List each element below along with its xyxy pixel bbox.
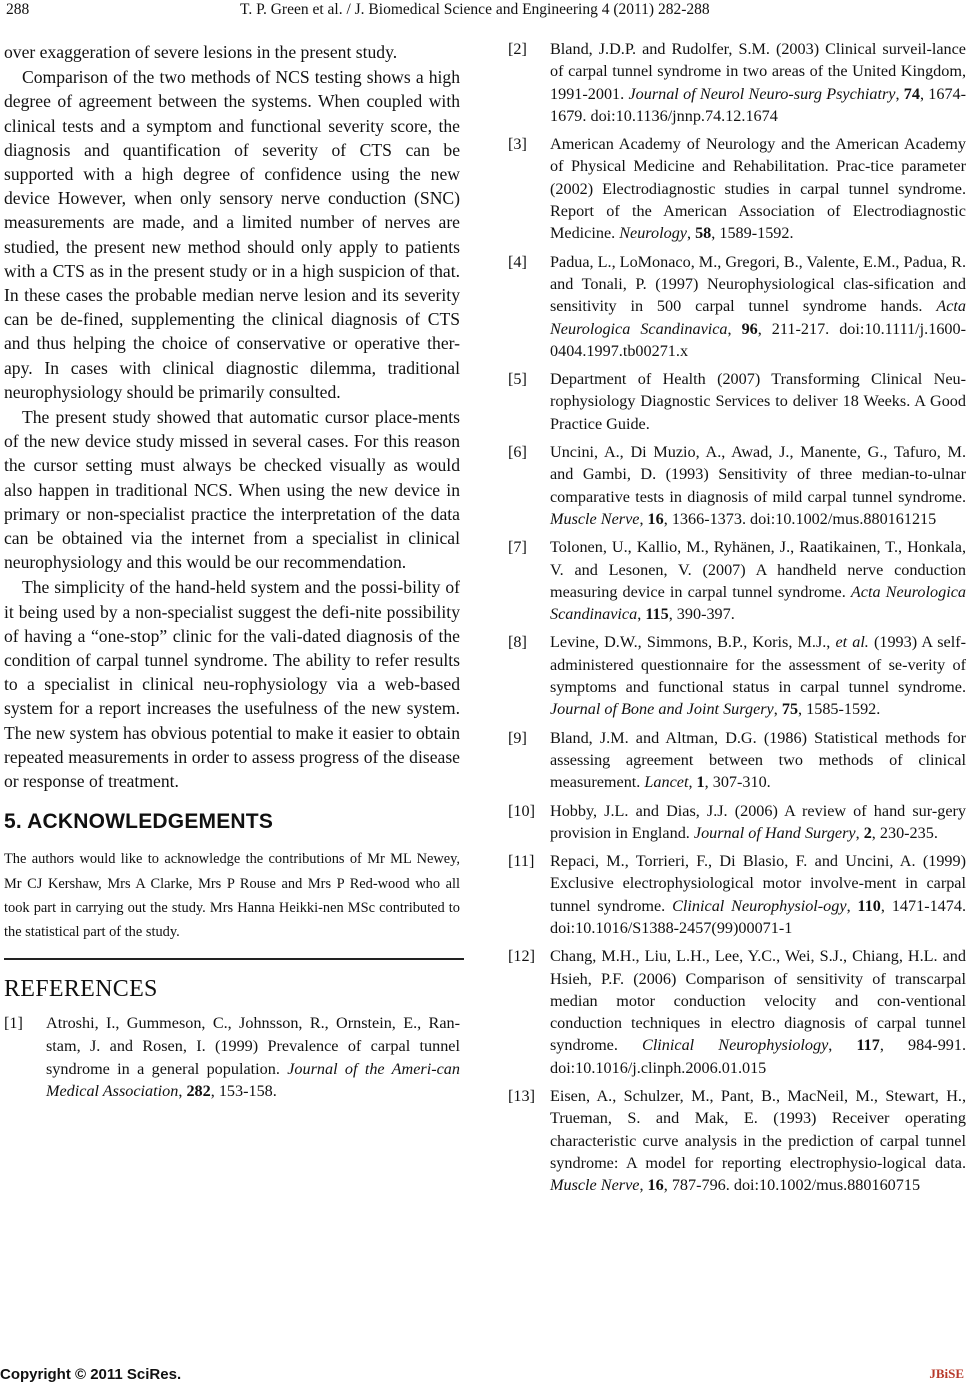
section-divider <box>4 958 464 960</box>
reference-entry <box>508 1085 966 1196</box>
reference-number: [11] <box>508 852 535 871</box>
reference-text: Department of Health (2007) Transforming Clinical Neu-rophysiology Diagnostic Services to deliver 18 Weeks. A Good Practice Guide. <box>550 370 966 433</box>
reference-separator: , <box>855 823 864 842</box>
reference-text: Uncini, A., Di Muzio, A., Awad, J., Manente, G., Tafuro, M. and Gambi, D. (1993) Sensitivity of three median-to-ulnar comparative tests in diagnosis of mild carpal tunnel syndrome. <box>550 443 966 506</box>
reference-text: Bland, J.D.P. and Rudolfer, S.M. (2003) Clinical surveil-lance of carpal tunnel syndrome in two areas of the United Kingdom, 1991-2001. <box>550 40 966 103</box>
page-footer <box>0 1366 968 1386</box>
running-title: T. P. Green et al. / J. Biomedical Science and Engineering 4 (2011) 282-288 <box>240 1 710 18</box>
reference-volume: 16 <box>647 509 664 528</box>
reference-separator: , <box>727 319 742 338</box>
reference-entry <box>508 631 966 720</box>
reference-entry <box>508 850 966 939</box>
reference-number: [9] <box>508 728 527 747</box>
reference-separator: , <box>688 773 697 792</box>
reference-journal: Muscle Nerve <box>550 1176 640 1195</box>
reference-text: Eisen, A., Schulzer, M., Pant, B., MacNeil, M., Stewart, H., Trueman, S. and Mak, E. (1993) Receiver operating characteristic curve analysis in the prediction of carpal tunnel syndrome: A model for reporting electrophysio-logical data. <box>550 1087 966 1172</box>
acknowledgements-heading: 5. ACKNOWLEDGEMENTS <box>4 810 274 834</box>
right-column <box>508 38 966 1203</box>
reference-entry <box>508 800 966 845</box>
reference-pages: , 1471-1474. doi:10.1016/S1388-2457(99)00071-1 <box>550 896 967 937</box>
references-list-left <box>4 1012 460 1102</box>
body-paragraph: over exaggeration of severe lesions in the present study. <box>4 42 398 62</box>
acknowledgements-text: The authors would like to acknowledge the contributions of Mr ML Newey, Mr CJ Kershaw, Mrs A Clarke, Mrs P Rouse and Mrs P Red-wood who all took part in carrying out the study. Mrs Hanna Heikki-nen MSc contributed to the statistical part of the study. <box>4 851 460 941</box>
reference-text: Hobby, J.L. and Dias, J.J. (2006) A review of hand sur-gery provision in England. <box>550 801 966 842</box>
reference-number: [8] <box>508 633 527 652</box>
reference-number: [5] <box>508 370 527 389</box>
reference-separator: , <box>178 1082 187 1101</box>
reference-text: Tolonen, U., Kallio, M., Ryhänen, J., Raatikainen, T., Honkala, V. and Lesonen, V. (2007) A handheld nerve conduction measuring device in carpal tunnel syndrome. <box>550 538 966 601</box>
reference-pages: , 230-235. <box>871 823 938 842</box>
reference-entry <box>508 368 966 435</box>
references-heading: REFERENCES <box>4 976 158 1003</box>
reference-pages: , 787-796. doi:10.1002/mus.880160715 <box>663 1176 921 1195</box>
reference-entry <box>508 133 966 244</box>
reference-text: Atroshi, I., Gummeson, C., Johnsson, R., Ornstein, E., Ran-stam, J. and Rosen, I. (1999) Prevalence of carpal tunnel syndrome in a general population. <box>46 1014 460 1078</box>
reference-separator: , <box>686 224 696 243</box>
page-number: 288 <box>6 1 30 18</box>
reference-entry <box>508 441 966 530</box>
body-paragraph: The present study showed that automatic cursor place-ments of the new device study missed in several cases. For this reason the cursor setting must always be checked visually as would also happen in traditional NCS. When using the new device in primary or non-specialist practice the interpretation of the data can be obtained via the internet from a specialist in clinical neurophysiology and this would be our recommendation. <box>4 407 460 573</box>
reference-pages: , 1366-1373. doi:10.1002/mus.880161215 <box>663 509 937 528</box>
reference-journal: Muscle Nerve <box>550 509 640 528</box>
reference-text: Levine, D.W., Simmons, B.P., Koris, M.J., <box>550 633 836 652</box>
reference-volume: 2 <box>863 823 872 842</box>
reference-pages: , 153-158. <box>210 1082 277 1101</box>
reference-number: [1] <box>4 1014 23 1033</box>
reference-number: [4] <box>508 252 527 271</box>
reference-volume: 110 <box>857 896 881 915</box>
page-header <box>0 0 968 22</box>
reference-pages: , 1589-1592. <box>711 224 794 243</box>
reference-number: [2] <box>508 40 527 58</box>
reference-text: American Academy of Neurology and the American Academy of Physical Medicine and Rehabilitation. Prac-tice parameter (2002) Electrodiagnostic studies in carpal tunnel syndrome. Report of the American Association of Electrodiagnostic Medicine. <box>550 135 966 243</box>
reference-volume: 74 <box>903 84 920 103</box>
reference-volume: 282 <box>186 1082 211 1101</box>
reference-separator: , <box>639 509 648 528</box>
reference-entry <box>508 38 966 127</box>
reference-pages: , 211-217. doi:10.1111/j.1600-0404.1997.tb00271.x <box>550 319 966 360</box>
journal-abbreviation: JBiSE <box>929 1366 964 1381</box>
reference-journal: Journal of Bone and Joint Surgery <box>550 700 774 719</box>
reference-pages: , 1585-1592. <box>798 700 881 719</box>
reference-journal: Clinical Neurophysiol-ogy <box>672 896 847 915</box>
reference-volume: 58 <box>695 224 712 243</box>
copyright-notice: Copyright © 2011 SciRes. <box>0 1366 182 1383</box>
references-list-right <box>508 38 966 1197</box>
reference-volume: 16 <box>647 1176 664 1195</box>
reference-separator: , <box>637 605 646 624</box>
reference-journal: Journal of Hand Surgery <box>693 823 856 842</box>
reference-separator: , <box>895 84 904 103</box>
body-paragraph: The simplicity of the hand-held system and the possi-bility of it being used by a non-specialist suggest the defi-nite possibility of having a “one-stop” clinic for the vali-dated diagnosis of the condition of carpal tunnel syndrome. The ability to refer results to a specialist in clinical neu-rophysiology via a web-based system for a report increases the usefulness of the new system. The new system has obvious potential to make it easier to obtain repeated measurements in order to assess progress of the disease or response of treatment. <box>4 577 460 792</box>
reference-volume: 75 <box>781 700 799 719</box>
reference-journal: et al. <box>835 633 869 652</box>
reference-number: [12] <box>508 947 535 966</box>
reference-journal: Journal of Neurol Neuro-surg Psychiatry <box>628 84 896 103</box>
reference-text: Repaci, M., Torrieri, F., Di Blasio, F. and Uncini, A. (1999) Exclusive electrophysiological motor involve-ment in carpal tunnel syndrome. <box>550 852 966 915</box>
reference-number: [7] <box>508 538 527 557</box>
reference-entry <box>508 945 966 1079</box>
reference-text: Bland, J.M. and Altman, D.G. (1986) Statistical methods for assessing agreement between two methods of clinical measurement. <box>550 728 966 792</box>
reference-entry <box>508 536 966 625</box>
reference-separator: , <box>773 700 782 719</box>
reference-number: [13] <box>508 1087 535 1106</box>
reference-number: [6] <box>508 443 527 462</box>
reference-entry <box>4 1012 460 1102</box>
reference-number: [10] <box>508 801 535 820</box>
body-paragraph: Comparison of the two methods of NCS testing shows a high degree of agreement between the systems. When coupled with clinical tests and a symptom and functional severity score, the diagnosis and quantification of severity of CTS can be supported with a high degree of confidence using the new device However, when only sensory nerve conduction (SNC) measurements are made, and a limited number of nerves are studied, the present new method should only apply to patients with a CTS as in the present study or in a high suspicion of that. In these cases the probable median nerve lesion and its severity can be de-fined, supplementing the clinical diagnosis of CTS and thus helping the choice of conservative or operative ther-apy. In cases with clinical diagnostic dilemma, traditional neurophysiology should be primarily consulted. <box>4 67 460 402</box>
reference-pages: , 307-310. <box>704 773 771 792</box>
reference-journal: Neurology <box>619 224 687 243</box>
reference-text: Chang, M.H., Liu, L.H., Lee, Y.C., Wei, S.J., Chiang, H.L. and Hsieh, P.F. (2006) Comparison of sensitivity of transcarpal median motor conduction velocity and con-ventional conduction techniques in electro diagnosis of carpal tunnel syndrome. <box>550 947 966 1055</box>
reference-volume: 1 <box>696 773 705 792</box>
reference-pages: , 390-397. <box>668 605 735 624</box>
reference-journal: Acta Neurologica Scandinavica <box>550 297 966 338</box>
reference-text: Padua, L., LoMonaco, M., Gregori, B., Valente, E.M., Padua, R. and Tonali, P. (1997) Neurophysiological clas-sification and sensitivity in 500 carpal tunnel syndrome hands. <box>550 252 967 316</box>
reference-pages: , 1674-1679. doi:10.1136/jnnp.74.12.1674 <box>550 84 967 125</box>
reference-separator: , <box>639 1176 648 1195</box>
reference-pages: , 984-991. doi:10.1016/j.clinph.2006.01.015 <box>550 1036 967 1077</box>
reference-separator: , <box>846 896 858 915</box>
reference-volume: 96 <box>741 319 758 338</box>
reference-journal: Journal of the Ameri-can Medical Association <box>46 1059 460 1101</box>
reference-journal: Clinical Neurophysiology <box>642 1036 829 1055</box>
reference-separator: (1993) A self-administered questionnaire for the assessment of se-verity of symptoms and functional status in carpal tunnel syndrome. <box>550 633 966 697</box>
reference-number: [3] <box>508 135 527 154</box>
reference-entry <box>508 251 966 362</box>
reference-separator: , <box>828 1036 857 1055</box>
reference-entry <box>508 727 966 794</box>
reference-journal: Acta Neurologica Scandinavica <box>550 582 966 624</box>
reference-journal: Lancet <box>644 773 689 792</box>
reference-volume: 117 <box>856 1036 880 1055</box>
left-column <box>4 40 460 1109</box>
reference-volume: 115 <box>645 605 669 624</box>
